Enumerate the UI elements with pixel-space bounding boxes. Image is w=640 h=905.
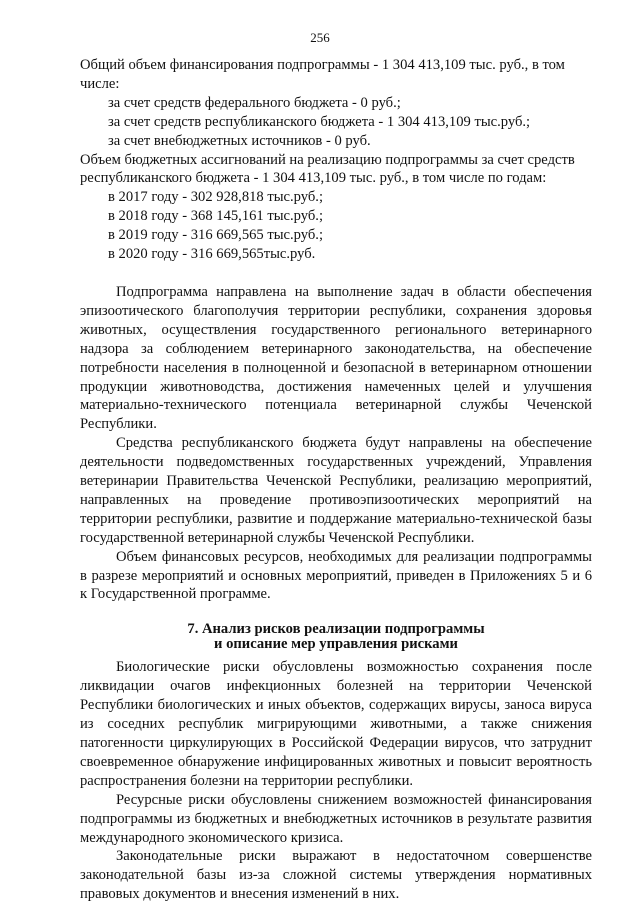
financing-extra: за счет внебюджетных источников - 0 руб. [108,132,371,149]
page-number: 256 [310,30,330,45]
financing-total: Общий объем финансирования подпрограммы - 1 304 413,109 тыс. руб., в том числе: [80,57,565,92]
paragraph-legislative-risks: Законодательные риски выражают в недостаточном совершенстве законодательной базы из-за сложной системы утверждения нормативных правовых документов и внесения изменений в них. [80,848,592,903]
paragraph-resource-risks: Ресурсные риски обусловлены снижением возможностей финансирования подпрограммы из бюджетных и внебюджетных источников в результате развития международного экономического кризиса. [80,791,592,846]
document-body [80,56,592,904]
paragraph-biological-risks: Биологические риски обусловлены возможностью сохранения после ликвидации очагов инфекционных болезней на территории Чеченской Республики биологических и иных объектов, содержащих вирусы, заноса вируса из соседних республик мигрирующими животными, а также снижения патогенности циркулирующих в Российской Федерации вирусов, что затруднит своевременное обнаружение инфицированных животных и повысит вероятность распространения болезни на территории республики. [80,659,592,789]
financing-federal: за счет средств федерального бюджета - 0 руб.; [108,94,401,111]
financing-year-2018: в 2018 году - 368 145,161 тыс.руб.; [108,208,324,225]
financing-republic: за счет средств республиканского бюджета - 1 304 413,109 тыс.руб.; [108,113,531,130]
financing-year-2020: в 2020 году - 316 669,565тыс.руб. [108,246,316,263]
section-title-line-2: и описание мер управления рисками [214,636,458,653]
section-title-line-1: 7. Анализ рисков реализации подпрограммы [187,621,485,638]
financing-year-2019: в 2019 году - 316 669,565 тыс.руб.; [108,227,324,244]
financing-allocations: Объем бюджетных ассигнований на реализацию подпрограммы за счет средств республиканского бюджета - 1 304 413,109 тыс. руб., в том числе по годам: [80,151,575,187]
financing-year-2017: в 2017 году - 302 928,818 тыс.руб.; [108,189,324,206]
paragraph-spacer [80,264,592,283]
paragraph-resources: Объем финансовых ресурсов, необходимых для реализации подпрограммы в разрезе мероприятий и основных мероприятий, приведен в Приложениях 5 и 6 к Государственной программе. [80,548,592,603]
section-heading [80,622,592,652]
paragraph-budget-use: Средства республиканского бюджета будут направлены на обеспечение деятельности подведомственных государственных учреждений, Управления ветеринарии Правительства Чеченской Республики, реализацию мероприятий, направленных на проведение противоэпизоотических мероприятий на территории республики, развитие и поддержание материально-технической базы государственной ветеринарной службы Чеченской Республики. [80,435,592,546]
paragraph-purpose: Подпрограмма направлена на выполнение задач в области обеспечения эпизоотического благополучия территории республики, сохранения здоровья животных, осуществления государственного регионального ветеринарного надзора за соблюдением ветеринарного законодательства, на обеспечение потребности населения в полноценной и безопасной в ветеринарном отношении продукции животноводства, достижения намеченных целей и улучшения материально-технического потенциала ветеринарной службы Чеченской Республики. [80,283,592,433]
